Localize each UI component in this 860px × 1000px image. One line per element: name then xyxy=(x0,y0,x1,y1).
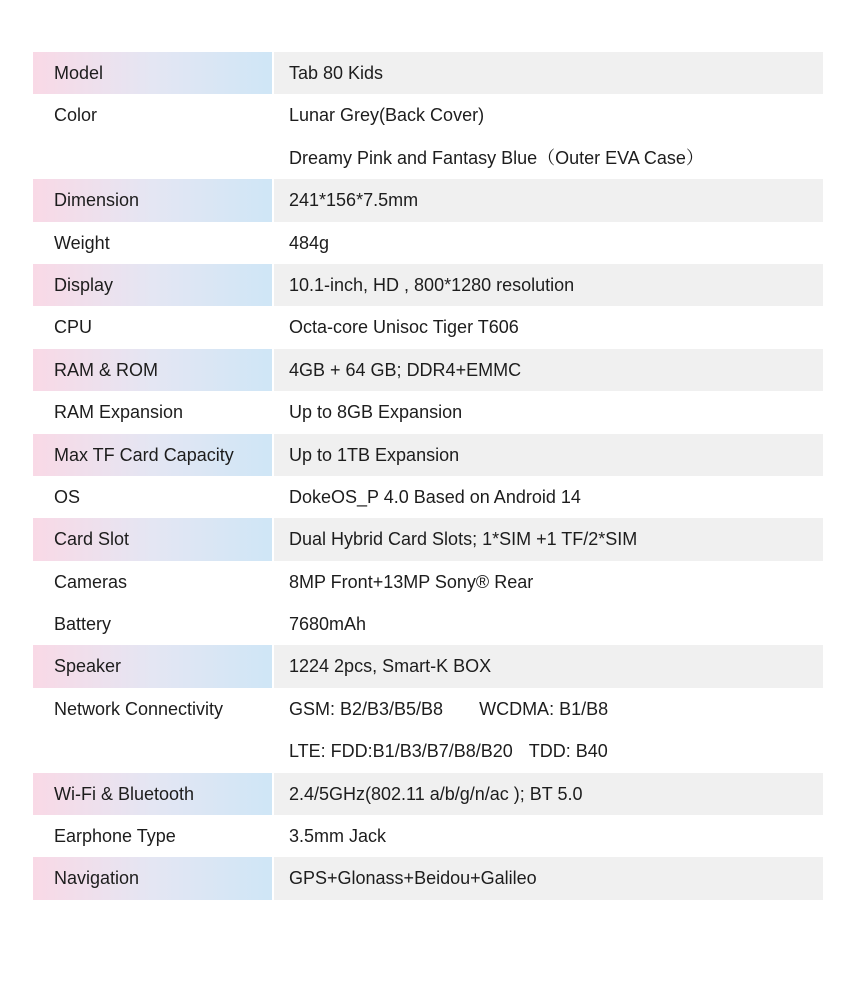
spec-value-line: Dreamy Pink and Fantasy Blue（Outer EVA Case） xyxy=(289,147,704,168)
spec-row-model xyxy=(33,52,823,94)
spec-label: Dimension xyxy=(33,179,272,221)
spec-value: DokeOS_P 4.0 Based on Android 14 xyxy=(289,486,581,507)
network-wcdma: WCDMA: B1/B8 xyxy=(479,698,609,719)
spec-value: 2.4/5GHz(802.11 a/b/g/n/ac ); BT 5.0 xyxy=(272,773,823,815)
spec-row-max-tf-card xyxy=(33,434,823,476)
spec-label: Wi-Fi & Bluetooth xyxy=(33,773,272,815)
spec-label: Navigation xyxy=(33,857,272,899)
spec-label: Cameras xyxy=(54,571,128,592)
spec-row-cpu xyxy=(33,306,823,348)
spec-row-dimension xyxy=(33,179,823,221)
network-gsm: GSM: B2/B3/B5/B8 xyxy=(289,698,444,719)
network-lte: LTE: FDD:B1/B3/B7/B8/B20 xyxy=(289,741,513,762)
spec-row-network xyxy=(33,688,823,773)
spec-value: Up to 8GB Expansion xyxy=(289,402,463,423)
spec-value xyxy=(272,688,823,773)
spec-value xyxy=(272,94,823,179)
spec-label: Speaker xyxy=(33,645,272,687)
spec-label: CPU xyxy=(54,317,93,338)
spec-value: GPS+Glonass+Beidou+Galileo xyxy=(272,857,823,899)
spec-row-ram-expansion xyxy=(33,391,823,433)
spec-label: Display xyxy=(33,264,272,306)
spec-label: RAM & ROM xyxy=(33,349,272,391)
spec-value: Octa-core Unisoc Tiger T606 xyxy=(289,317,519,338)
spec-value: 7680mAh xyxy=(289,614,367,635)
spec-table xyxy=(33,52,823,900)
spec-row-navigation xyxy=(33,857,823,899)
spec-row-weight xyxy=(33,222,823,264)
spec-label: RAM Expansion xyxy=(54,402,184,423)
spec-value-line: Lunar Grey(Back Cover) xyxy=(289,105,485,126)
spec-row-speaker xyxy=(33,645,823,687)
spec-label: Max TF Card Capacity xyxy=(33,434,272,476)
spec-value: 484g xyxy=(289,232,330,253)
spec-label: Battery xyxy=(54,614,112,635)
spec-value: Dual Hybrid Card Slots; 1*SIM +1 TF/2*SIM xyxy=(272,518,823,560)
spec-value: Tab 80 Kids xyxy=(272,52,823,94)
spec-value-line xyxy=(289,688,823,730)
spec-label: Color xyxy=(54,105,98,126)
spec-row-card-slot xyxy=(33,518,823,560)
spec-label: Weight xyxy=(54,232,110,253)
spec-row-earphone xyxy=(33,815,823,857)
spec-value: 10.1-inch, HD , 800*1280 resolution xyxy=(272,264,823,306)
spec-value: 3.5mm Jack xyxy=(289,826,387,847)
spec-value: 1224 2pcs, Smart-K BOX xyxy=(272,645,823,687)
spec-row-cameras xyxy=(33,561,823,603)
spec-row-battery xyxy=(33,603,823,645)
spec-row-os xyxy=(33,476,823,518)
spec-row-display xyxy=(33,264,823,306)
spec-value-line xyxy=(289,730,823,772)
spec-label: Earphone Type xyxy=(54,826,176,847)
spec-value: 241*156*7.5mm xyxy=(272,179,823,221)
spec-label: Card Slot xyxy=(33,518,272,560)
spec-value: 8MP Front+13MP Sony® Rear xyxy=(289,571,534,592)
network-tdd: TDD: B40 xyxy=(528,741,608,762)
spec-row-color xyxy=(33,94,823,179)
spec-row-ram-rom xyxy=(33,349,823,391)
spec-label: OS xyxy=(54,486,81,507)
spec-label: Network Connectivity xyxy=(54,698,224,719)
spec-row-wifi-bluetooth xyxy=(33,773,823,815)
spec-value: 4GB + 64 GB; DDR4+EMMC xyxy=(272,349,823,391)
spec-label: Model xyxy=(33,52,272,94)
spec-value: Up to 1TB Expansion xyxy=(272,434,823,476)
